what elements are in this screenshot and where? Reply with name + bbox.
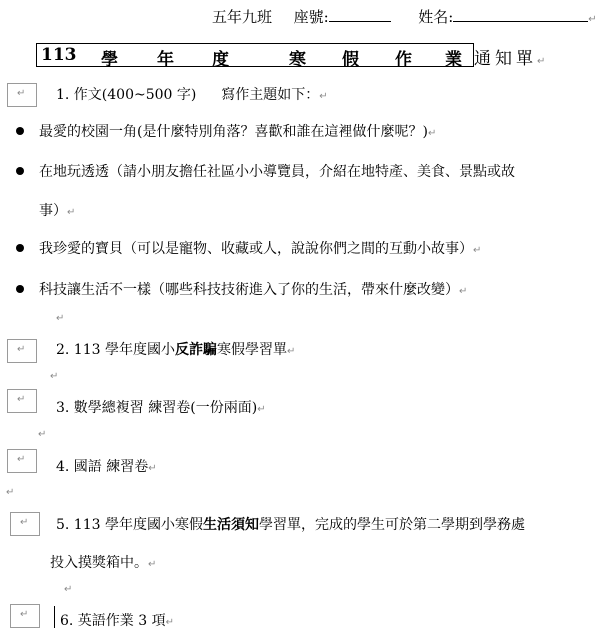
return-mark: ↵ <box>6 487 15 498</box>
title-char: 業 <box>445 50 462 70</box>
item-5-line2: 投入摸獎箱中。 <box>50 555 148 571</box>
bullet-icon <box>16 167 24 175</box>
checkbox-item-6[interactable] <box>10 604 40 628</box>
topic-3 <box>39 238 481 258</box>
topic-1-text: 最愛的校園一角(是什麼特別角落？喜歡和誰在這裡做什麼呢？) <box>39 124 428 140</box>
item-5 <box>56 514 525 534</box>
title-char: 寒 <box>289 50 306 70</box>
item-5-pre: 5. 113 學年度國小寒假 <box>56 517 203 533</box>
topic-2-text: 在地玩透透（請小朋友擔任社區小小導覽員，介紹在地特產、美食、景點或故 <box>39 164 515 180</box>
item-5-bold: 生活須知 <box>202 517 259 533</box>
return-mark: ↵ <box>17 454 26 465</box>
item-1-label: 1. 作文(400~500 字) <box>56 87 197 103</box>
checkbox-item-1[interactable] <box>7 83 37 107</box>
text-cursor <box>54 606 55 628</box>
item-1 <box>56 84 328 104</box>
return-mark: ↵ <box>286 346 296 357</box>
return-mark: ↵ <box>319 91 328 102</box>
title-rest-text: 通知單 <box>474 49 537 69</box>
class-label: 五年九班 <box>212 8 273 26</box>
title-year: 113 <box>41 45 77 65</box>
title-rest <box>474 44 545 69</box>
return-mark: ↵ <box>38 429 47 440</box>
title-char: 度 <box>212 50 229 70</box>
return-mark: ↵ <box>67 207 76 218</box>
title-char: 假 <box>342 50 359 70</box>
return-mark: ↵ <box>17 344 26 355</box>
topic-2 <box>39 161 515 181</box>
item-4-label: 4. 國語 練習卷 <box>56 459 149 475</box>
bullet-icon <box>16 127 24 135</box>
return-mark: ↵ <box>148 463 157 474</box>
item-4 <box>56 456 157 476</box>
topic-4-text: 科技讓生活不一樣（哪些科技技術進入了你的生活，帶來什麼改變） <box>39 282 459 298</box>
header-line <box>212 6 597 27</box>
item-2-pre: 2. 113 學年度國小 <box>56 342 175 358</box>
topic-1 <box>39 121 436 141</box>
seat-blank[interactable] <box>329 7 391 22</box>
item-3-label: 3. 數學總複習 練習卷(一份兩面) <box>56 400 258 416</box>
checkbox-item-4[interactable] <box>7 449 37 473</box>
return-mark: ↵ <box>56 313 65 324</box>
title-char: 年 <box>157 50 174 70</box>
return-mark: ↵ <box>427 128 437 139</box>
return-mark: ↵ <box>537 56 546 67</box>
return-mark: ↵ <box>64 584 73 595</box>
topic-3-text: 我珍愛的寶貝（可以是寵物、收藏或人，說說你們之間的互動小故事） <box>39 241 473 257</box>
return-mark: ↵ <box>20 609 29 620</box>
item-2-bold: 反詐騙 <box>174 342 217 358</box>
return-mark: ↵ <box>459 286 468 297</box>
title-box <box>36 43 474 70</box>
return-mark: ↵ <box>17 394 26 405</box>
return-mark: ↵ <box>17 88 26 99</box>
return-mark: ↵ <box>473 245 482 256</box>
name-blank[interactable] <box>453 7 588 22</box>
checkbox-item-2[interactable] <box>7 339 37 363</box>
item-6 <box>60 610 174 630</box>
item-1-note: 寫作主題如下： <box>221 87 320 103</box>
item-6-label: 6. 英語作業 3 項 <box>60 613 166 629</box>
bullet-icon <box>16 285 24 293</box>
return-mark: ↵ <box>50 371 59 382</box>
return-mark: ↵ <box>165 617 175 628</box>
return-mark: ↵ <box>257 404 266 415</box>
item-2-post: 寒假學習單 <box>216 342 287 358</box>
item-5-post: 學習單，完成的學生可於第二學期到學務處 <box>258 517 525 533</box>
title-char: 作 <box>395 50 412 70</box>
item-3 <box>56 397 266 417</box>
return-mark: ↵ <box>20 517 29 528</box>
topic-2-cont <box>39 200 75 220</box>
bullet-icon <box>16 244 24 252</box>
item-2 <box>56 339 295 359</box>
topic-2-cont-text: 事） <box>39 203 67 219</box>
item-5-cont <box>50 552 156 572</box>
title-char: 學 <box>101 50 118 70</box>
name-label: 姓名: <box>418 8 454 26</box>
checkbox-item-3[interactable] <box>7 389 37 413</box>
return-mark: ↵ <box>588 14 597 25</box>
return-mark: ↵ <box>148 559 157 570</box>
topic-4 <box>39 279 467 299</box>
seat-label: 座號: <box>293 8 329 26</box>
checkbox-item-5[interactable] <box>10 512 40 536</box>
